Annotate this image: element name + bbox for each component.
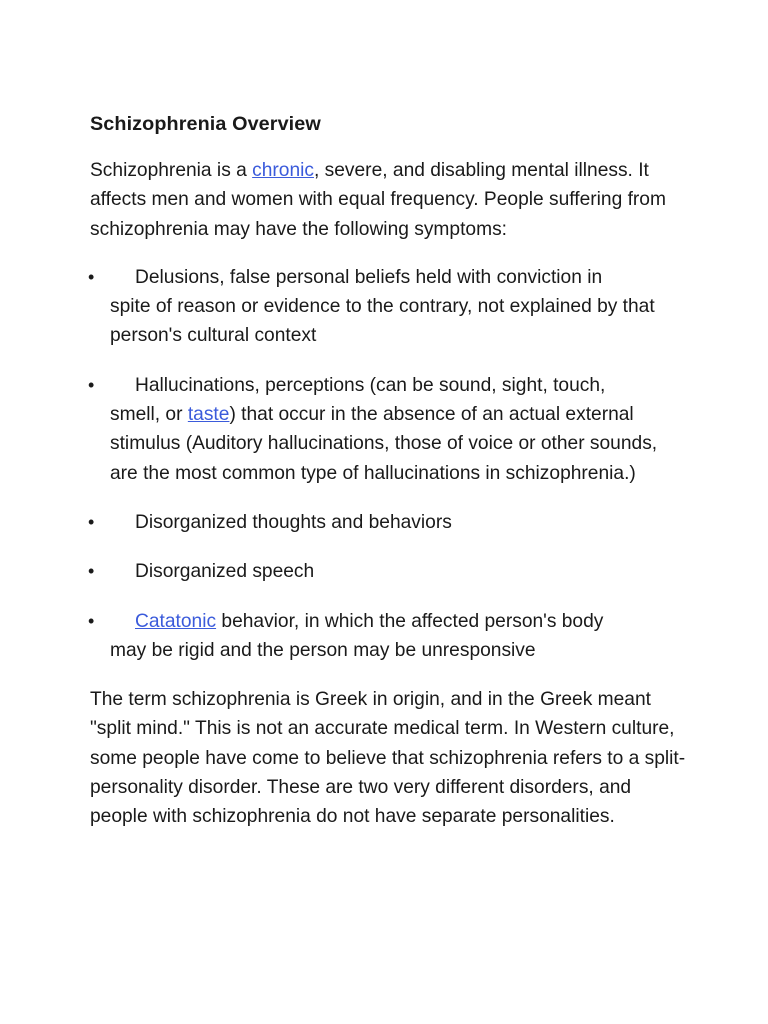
- symptom-disorganized-thoughts-text: Disorganized thoughts and behaviors: [135, 511, 452, 533]
- symptom-hallucinations: [110, 371, 690, 488]
- symptom-disorganized-thoughts: [110, 508, 690, 537]
- list-item: [90, 557, 690, 586]
- closing-paragraph: The term schizophrenia is Greek in origin, and in the Greek meant "split mind." This is not an accurate medical term. In Western culture, some people have come to believe that schizophrenia refers to a split-personality disorder. These are two very different disorders, and people with schizophrenia do not have separate personalities.: [90, 689, 686, 828]
- bullet-icon: •: [88, 266, 95, 287]
- document-page: [90, 108, 690, 832]
- symptom-list: [90, 263, 690, 665]
- list-item: [90, 263, 690, 351]
- bullet-icon: •: [88, 610, 95, 631]
- page-title: Schizophrenia Overview: [90, 113, 321, 135]
- symptom-catatonic: [110, 607, 690, 666]
- bullet-icon: •: [88, 374, 95, 395]
- intro-text-after-link: , severe, and disabling mental illness. It affects men and women with equal frequency. People suffering from schizophrenia may have the following symptoms:: [90, 160, 666, 240]
- symptom-catatonic-rest: may be rigid and the person may be unresponsive: [110, 639, 536, 661]
- bullet-icon: •: [88, 511, 95, 532]
- list-item: [90, 607, 690, 666]
- catatonic-link[interactable]: Catatonic: [135, 610, 217, 632]
- symptom-hallucinations-after-link: ) that occur in the absence of an actual external stimulus (Auditory hallucinations, those of voice or other sounds, are the most common type of hallucinations in schizophrenia.): [110, 404, 658, 484]
- symptom-catatonic-after-link: behavior, in which the affected person's body: [216, 610, 604, 632]
- taste-link[interactable]: taste: [187, 404, 230, 426]
- symptom-delusions: [110, 263, 690, 351]
- intro-text-before-link: Schizophrenia is a: [90, 160, 253, 181]
- intro-paragraph: [90, 156, 686, 244]
- symptom-disorganized-speech-text: Disorganized speech: [135, 561, 315, 583]
- symptom-hallucinations-line1: Hallucinations, perceptions (can be sound, sight, touch,: [135, 374, 606, 396]
- list-item: [90, 508, 690, 537]
- symptom-delusions-rest: spite of reason or evidence to the contrary, not explained by that person's cultural context: [110, 296, 655, 347]
- chronic-link[interactable]: chronic: [252, 160, 314, 181]
- symptom-delusions-line1: Delusions, false personal beliefs held with conviction in: [135, 266, 603, 288]
- symptom-hallucinations-before-link: smell, or: [110, 404, 188, 426]
- symptom-disorganized-speech: [110, 557, 690, 586]
- list-item: [90, 371, 690, 488]
- bullet-icon: •: [88, 561, 95, 582]
